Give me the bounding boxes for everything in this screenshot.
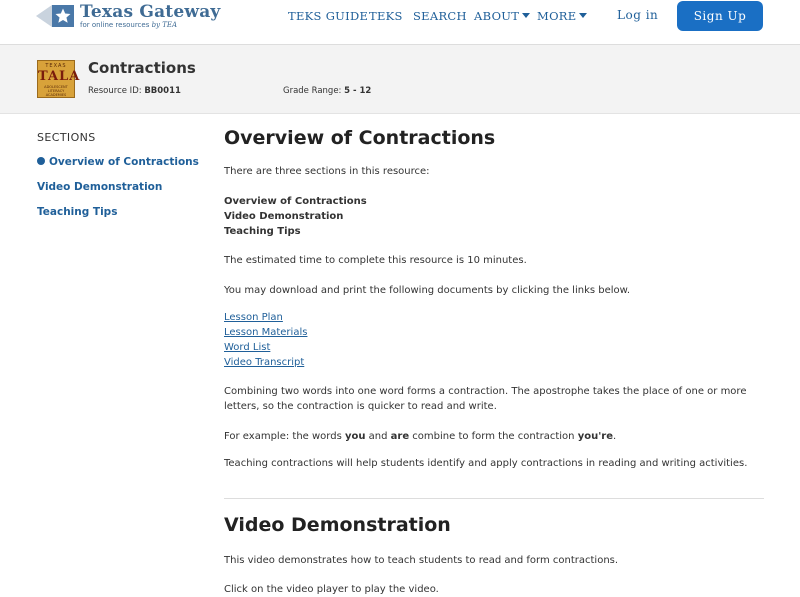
video-intro: This video demonstrates how to teach students to read and form contractions. [224, 555, 619, 566]
brand-tagline: for online resources by TEA [80, 21, 178, 29]
example-and: and [365, 431, 391, 442]
resource-id-label: Resource ID: [88, 86, 142, 96]
sections-heading: SECTIONS [37, 131, 96, 144]
nav-teks[interactable]: TEKS [369, 9, 403, 23]
time-note: The estimated time to complete this resource is 10 minutes. [224, 255, 527, 266]
login-link[interactable]: Log in [617, 8, 659, 22]
section-list-overview: Overview of Contractions [224, 196, 367, 207]
example-prefix: For example: the words [224, 431, 345, 442]
section-list-item [224, 209, 764, 224]
combining-paragraph: Combining two words into one word forms a contraction. The apostrophe takes the place of one or more letters, so the contraction is quicker to read and write. [224, 386, 747, 412]
lesson-plan-link[interactable]: Lesson Plan [224, 312, 283, 323]
brand-name: Texas Gateway [80, 2, 221, 22]
sidebar-item-overview[interactable] [37, 156, 199, 168]
teaching-note: Teaching contractions will help students identify and apply contractions in reading and writing activities. [224, 458, 748, 469]
tala-logo-top-text: TEXAS [45, 63, 67, 69]
tala-logo-bottom-text: ADOLESCENT LITERACY ACADEMIES [44, 85, 68, 97]
example-paragraph [224, 429, 764, 444]
section-list-video: Video Demonstration [224, 211, 344, 222]
active-dot-icon [37, 157, 45, 165]
grade-range-value: 5 - 12 [344, 86, 372, 96]
section-list-teaching: Teaching Tips [224, 226, 301, 237]
intro-text: There are three sections in this resource: [224, 166, 430, 177]
top-navigation-bar [0, 0, 800, 45]
nav-about[interactable] [474, 9, 530, 23]
overview-heading: Overview of Contractions [224, 127, 496, 149]
chevron-down-icon [522, 13, 530, 18]
tala-logo [37, 60, 81, 98]
section-list-item [224, 194, 764, 209]
resource-banner [0, 45, 800, 114]
texas-gateway-logo[interactable] [36, 2, 226, 32]
nav-about-label: ABOUT [474, 9, 520, 23]
section-divider [224, 498, 764, 499]
signup-button[interactable]: Sign Up [677, 1, 763, 31]
chevron-down-icon [579, 13, 587, 18]
sidebar-item-teaching-tips[interactable]: Teaching Tips [37, 206, 118, 218]
video-transcript-link[interactable]: Video Transcript [224, 357, 305, 368]
grade-range-label: Grade Range: [283, 86, 342, 96]
star-icon [52, 5, 74, 27]
example-end: . [613, 431, 617, 442]
download-note: You may download and print the following documents by clicking the links below. [224, 285, 631, 296]
nav-teks-guide[interactable]: TEKS GUIDE [288, 9, 369, 23]
resource-id-value: BB0011 [144, 86, 181, 96]
lesson-materials-link[interactable]: Lesson Materials [224, 327, 308, 338]
sidebar-item-video[interactable]: Video Demonstration [37, 181, 163, 193]
example-word-are: are [390, 431, 410, 442]
nav-search[interactable]: SEARCH [413, 9, 467, 23]
word-list-link[interactable]: Word List [224, 342, 271, 353]
example-word-you: you [344, 431, 366, 442]
section-list-item [224, 224, 764, 239]
sidebar-item-label: Overview of Contractions [49, 156, 199, 168]
grade-range [283, 86, 371, 96]
video-heading: Video Demonstration [224, 514, 451, 536]
tala-logo-main-text: TALA [38, 69, 81, 84]
example-mid: combine to form the contraction [409, 431, 578, 442]
nav-more-label: MORE [537, 9, 577, 23]
nav-more[interactable] [537, 9, 587, 23]
logo-triangle-shape [36, 5, 52, 27]
example-result: you're [577, 431, 613, 442]
resource-title: Contractions [88, 59, 196, 77]
video-instruction: Click on the video player to play the video. [224, 584, 439, 595]
resource-id [88, 86, 181, 96]
